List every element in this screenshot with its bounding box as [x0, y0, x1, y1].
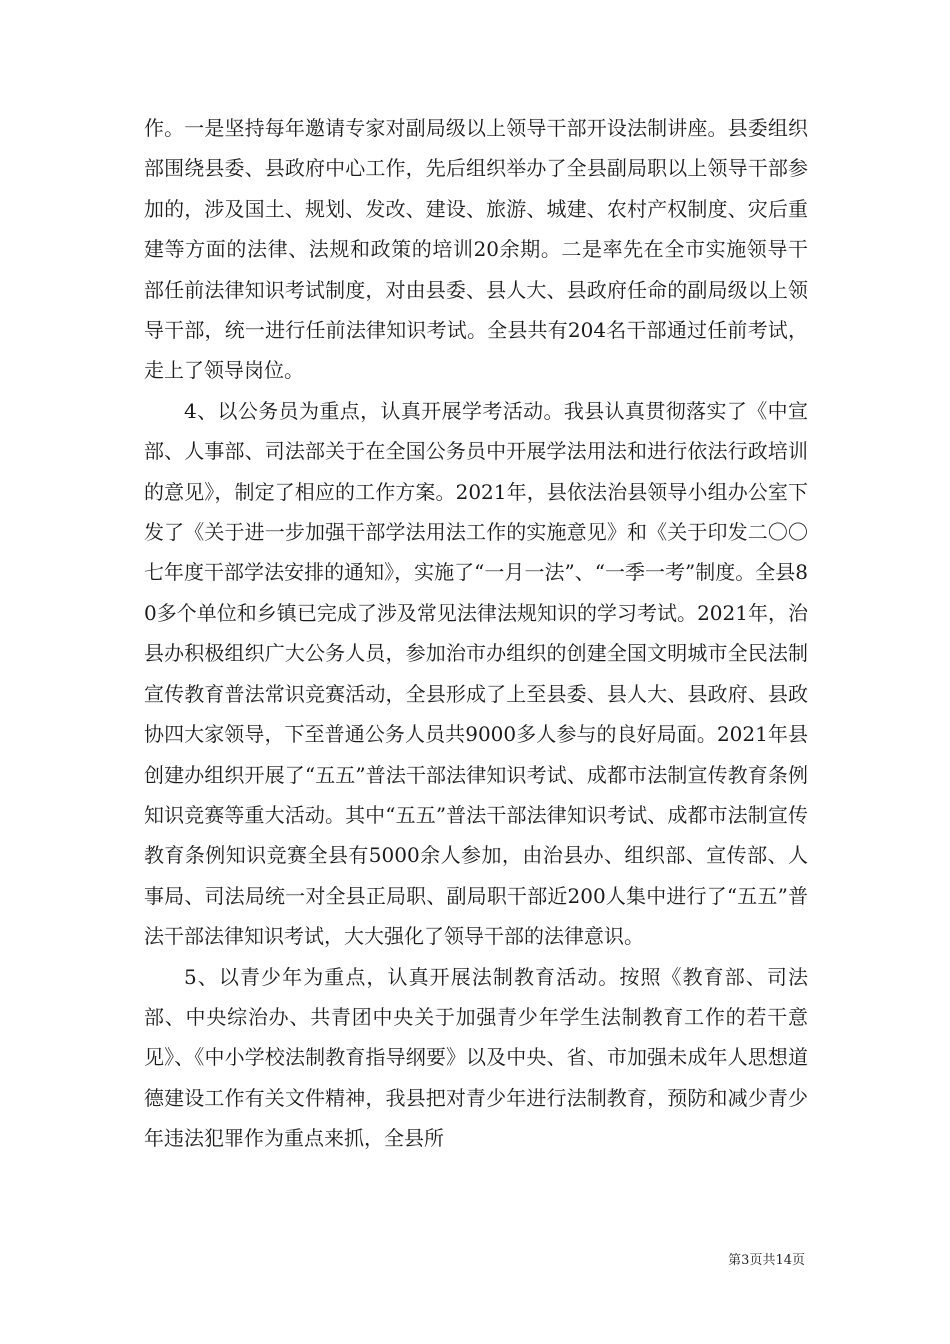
page-number: 第3页共14页 — [728, 1253, 805, 1268]
paragraph-2: 4、以公务员为重点，认真开展学考活动。我县认真贯彻落实了《中宣部、人事部、司法部关于在全国公务员中开展学法用法和进行依法行政培训的意见》，制定了相应的工作方案。2021年，县依法治县领导小组办公室下发了《关于进一步加强干部学法用法工作的实施意见》和《关于印发二〇〇七年度干部学法安排的通知》，实施了“一月一法”、“一季一考”制度。全县80多个单位和乡镇已完成了涉及常见法律法规知识的学习考试。2021年，治县办积极组织广大公务人员，参加治市办组织的创建全国文明城市全民法制宣传教育普法常识竞赛活动，全县形成了上至县委、县人大、县政府、县政协四大家领导，下至普通公务人员共9000多人参与的良好局面。2021年县创建办组织开展了“五五”普法干部法律知识考试、成都市法制宣传教育条例知识竞赛等重大活动。其中“五五”普法干部法律知识考试、成都市法制宣传教育条例知识竞赛全县有5000余人参加，由治县办、组织部、宣传部、人事局、司法局统一对全县正局职、副局职干部近200人集中进行了“五五”普法干部法律知识考试，大大强化了领导干部的法律意识。 — [144, 398, 808, 949]
document-body — [144, 108, 808, 1159]
paragraph-3: 5、以青少年为重点，认真开展法制教育活动。按照《教育部、司法部、中央综治办、共青团中央关于加强青少年学生法制教育工作的若干意见》、《中小学校法制教育指导纲要》以及中央、省、市加强未成年人思想道德建设工作有关文件精神，我县把对青少年进行法制教育，预防和减少青少年违法犯罪作为重点来抓，全县所 — [144, 964, 808, 1151]
paragraph-1: 作。一是坚持每年邀请专家对副局级以上领导干部开设法制讲座。县委组织部围绕县委、县政府中心工作，先后组织举办了全县副局职以上领导干部参加的，涉及国土、规划、发改、建设、旅游、城建、农村产权制度、灾后重建等方面的法律、法规和政策的培训20余期。二是率先在全市实施领导干部任前法律知识考试制度，对由县委、县人大、县政府任命的副局级以上领导干部，统一进行任前法律知识考试。全县共有204名干部通过任前考试，走上了领导岗位。 — [144, 116, 808, 383]
